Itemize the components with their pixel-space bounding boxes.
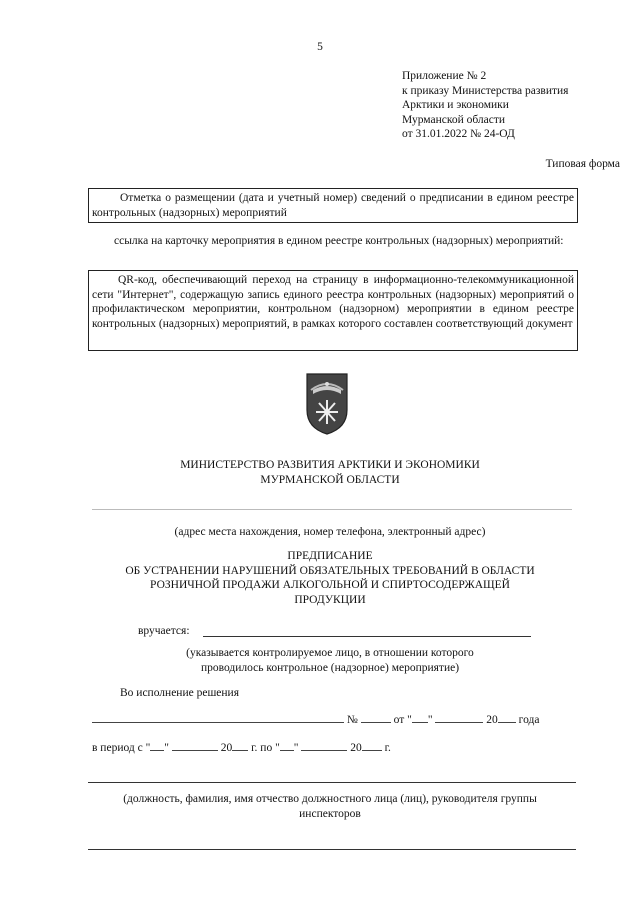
period-line	[92, 739, 582, 756]
number-label: №	[346, 714, 358, 726]
decision-line	[92, 711, 582, 728]
qr-code-box: QR-код, обеспечивающий переход на страницу в информационно-телекоммуникационной сети "Интернет", содержащую запись единого реестра контрольных (надзорных) мероприятий о профилактическом мероприятии, контрольном (надзорном) мероприятии в едином реестре контрольных (надзорных) мероприятий, в рамках которого составлен соответствующий документ	[88, 270, 578, 351]
appendix-line: Арктики и экономики	[402, 99, 509, 111]
decision-name-field[interactable]	[92, 711, 344, 723]
period-end-label: г.	[384, 742, 391, 754]
appendix-line: Приложение № 2	[402, 70, 487, 82]
caption-line: проводилось контрольное (надзорное) мероприятие)	[200, 661, 460, 674]
caption-line: инспекторов	[299, 807, 361, 820]
registry-mark-text: Отметка о размещении (дата и учетный номер) сведений о предписании в едином реестре контрольных (надзорных) мероприятий	[92, 192, 574, 219]
form-type: Типовая форма	[545, 158, 620, 170]
title-line: ОБ УСТРАНЕНИИ НАРУШЕНИЙ ОБЯЗАТЕЛЬНЫХ ТРЕБОВАНИЙ В ОБЛАСТИ	[125, 564, 535, 577]
ministry-name	[100, 458, 560, 487]
period-start-month-field[interactable]	[172, 739, 218, 751]
period-start-year-field[interactable]	[232, 739, 248, 751]
period-from-label: в период с "	[92, 742, 151, 754]
document-title	[80, 549, 580, 607]
registry-link-text: ссылка на карточку мероприятия в едином реестре контрольных (надзорных) мероприятий:	[114, 235, 564, 247]
appendix-line: от 31.01.2022 № 24-ОД	[402, 128, 515, 140]
decision-day-field[interactable]	[412, 711, 428, 723]
ministry-name-line: МУРМАНСКОЙ ОБЛАСТИ	[260, 473, 400, 486]
title-line: РОЗНИЧНОЙ ПРОДАЖИ АЛКОГОЛЬНОЙ И СПИРТОСОДЕРЖАЩЕЙ	[150, 579, 510, 591]
appendix-block	[402, 69, 632, 142]
year-prefix: 20	[220, 742, 233, 754]
official-field-continuation[interactable]	[88, 849, 576, 850]
period-to-label: г. по "	[251, 742, 280, 754]
delivered-to-field[interactable]	[203, 636, 531, 637]
address-line	[92, 508, 572, 510]
title-line: ПРЕДПИСАНИЕ	[287, 550, 373, 562]
ministry-name-line: МИНИСТЕРСТВО РАЗВИТИЯ АРКТИКИ И ЭКОНОМИКИ	[180, 459, 480, 471]
appendix-line: Мурманской области	[402, 113, 506, 126]
coat-of-arms-emblem	[303, 370, 351, 436]
official-field[interactable]	[88, 782, 576, 783]
delivered-label: вручается:	[138, 625, 190, 637]
year-label: года	[518, 714, 540, 726]
address-caption: (адрес места нахождения, номер телефона, электронный адрес)	[174, 526, 486, 538]
quote-mark: "	[164, 742, 169, 754]
period-start-day-field[interactable]	[150, 739, 164, 751]
quote-mark: "	[427, 714, 433, 726]
from-label: от "	[393, 714, 412, 726]
decision-month-field[interactable]	[435, 711, 483, 723]
official-caption	[80, 792, 580, 821]
page-number: 5	[317, 41, 323, 53]
caption-line: (должность, фамилия, имя отчество должностного лица (лиц), руководителя группы	[123, 793, 537, 805]
controlled-person-caption	[120, 646, 540, 675]
title-line: ПРОДУКЦИИ	[294, 593, 366, 606]
year-prefix: 20	[350, 742, 362, 754]
decision-year-field[interactable]	[498, 711, 516, 723]
appendix-line: к приказу Министерства развития	[402, 84, 569, 97]
period-end-month-field[interactable]	[301, 739, 347, 751]
period-end-year-field[interactable]	[362, 739, 382, 751]
registry-mark-box	[88, 188, 578, 223]
caption-line: (указывается контролируемое лицо, в отношении которого	[186, 647, 474, 659]
decision-number-field[interactable]	[361, 711, 391, 723]
quote-mark: "	[293, 742, 299, 754]
period-end-day-field[interactable]	[280, 739, 294, 751]
decision-label: Во исполнение решения	[120, 687, 240, 699]
year-prefix: 20	[486, 714, 498, 726]
